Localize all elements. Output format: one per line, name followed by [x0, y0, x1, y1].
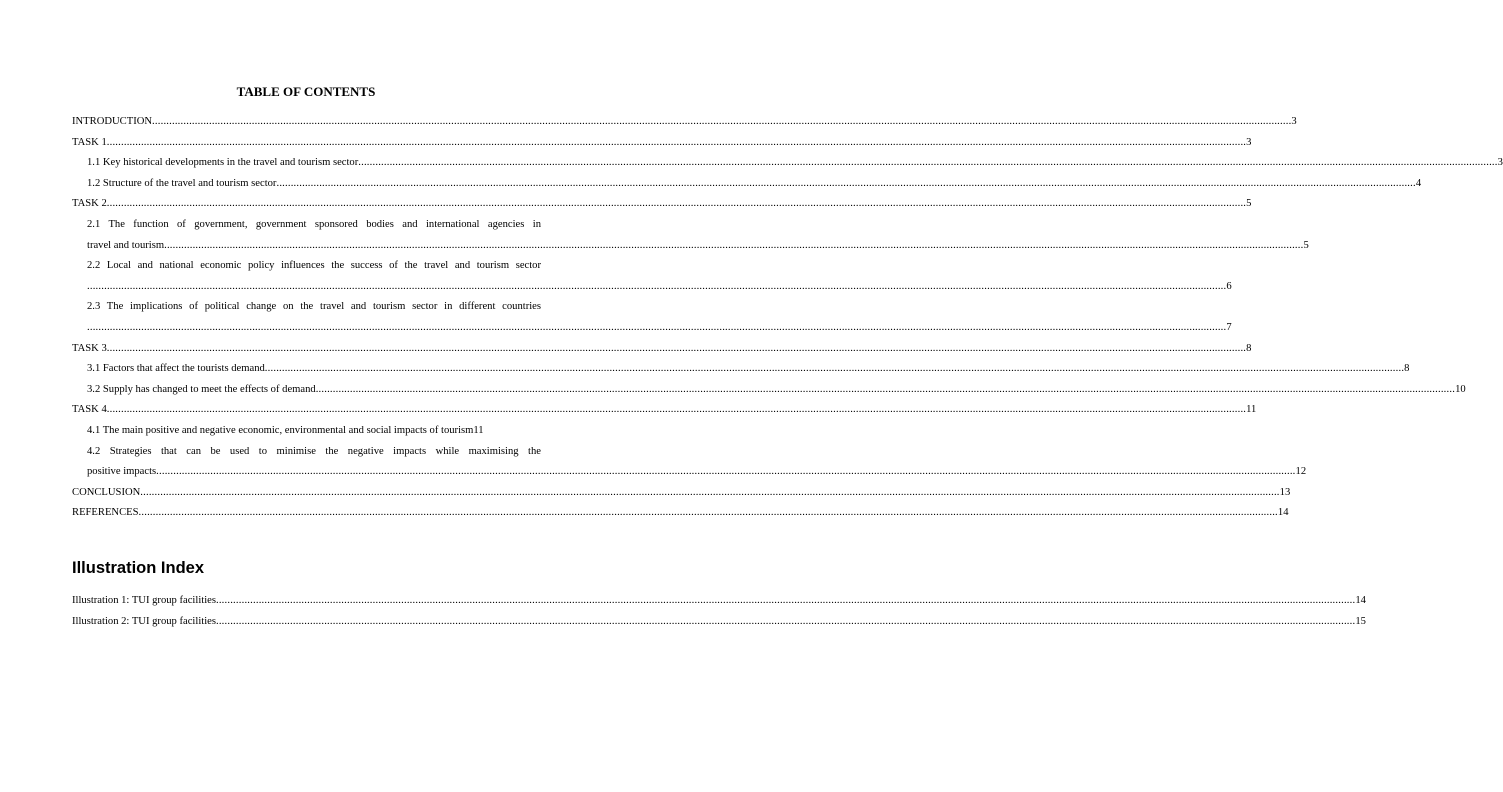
- toc-entry-task-3[interactable]: [72, 339, 1252, 360]
- toc-entry-text-line1: 2.2 Local and national economic policy influences the success of the travel and tourism sector: [87, 260, 541, 272]
- toc-entry-3-2[interactable]: [72, 380, 1466, 401]
- toc-entry-text: INTRODUCTION: [72, 116, 153, 127]
- dot-leader: ................................................................................................................................................................................................................................................................................................................................................................................................................: [152, 116, 1292, 127]
- toc-entry-page: 10: [1455, 383, 1466, 395]
- illustration-entry-text: Illustration 1: TUI group facilities: [72, 595, 216, 606]
- toc-entry-text: travel and tourism: [87, 239, 165, 251]
- dot-leader: ................................................................................................................................................................................................................................................................................................................................................................................................................: [156, 466, 1296, 478]
- toc-entry-references[interactable]: [72, 503, 1289, 524]
- toc-entry-4-1[interactable]: [72, 421, 541, 442]
- toc-entry-4-2[interactable]: [72, 442, 1307, 483]
- toc-entry-task-1[interactable]: [72, 133, 1252, 154]
- toc-entry-2-2[interactable]: [72, 256, 1232, 297]
- toc-entry-task-4[interactable]: [72, 400, 1257, 421]
- toc-entry-text: REFERENCES: [72, 507, 139, 519]
- dot-leader: ................................................................................................................................................................................................................................................................................................................................................................................................................: [315, 383, 1456, 395]
- toc-entry-2-1[interactable]: [72, 215, 1309, 256]
- toc-entry-page: 8: [1246, 342, 1252, 354]
- toc-entry-text: 4.1 The main positive and negative economic, environmental and social impacts of tourism: [87, 424, 474, 436]
- toc-entry-page: 14: [1277, 507, 1289, 519]
- dot-leader: ................................................................................................................................................................................................................................................................................................................................................................................................................: [215, 615, 1356, 627]
- toc-entry-text: 1.2 Structure of the travel and tourism sector: [87, 177, 277, 189]
- illustration-entry-2[interactable]: [72, 612, 1366, 633]
- toc-entry-3-1[interactable]: [72, 359, 1410, 380]
- dot-leader: ................................................................................................................................................................................................................................................................................................................................................................................................................: [106, 198, 1247, 210]
- dot-leader: ................................................................................................................................................................................................................................................................................................................................................................................................................: [358, 157, 1498, 169]
- toc-entry-text-line1: 2.3 The implications of political change on the travel and tourism sector in different countries: [87, 301, 541, 313]
- toc-entry-text-line1: 4.2 Strategies that can be used to minimise the negative impacts while maximising the: [87, 445, 541, 457]
- toc-title: TABLE OF CONTENTS: [236, 84, 376, 99]
- toc-entry-text: TASK 4: [72, 404, 107, 416]
- toc-entry-2-3[interactable]: [72, 297, 1232, 338]
- dot-leader: ................................................................................................................................................................................................................................................................................................................................................................................................................: [140, 486, 1280, 498]
- dot-leader: ................................................................................................................................................................................................................................................................................................................................................................................................................: [215, 595, 1356, 606]
- toc-entry-1-2[interactable]: [72, 174, 1422, 195]
- toc-entry-page: 4: [1415, 177, 1422, 189]
- toc-entry-text: TASK 1: [72, 136, 107, 148]
- table-of-contents: [72, 112, 1503, 524]
- toc-entry-text: TASK 3: [72, 342, 107, 354]
- toc-entry-page: 5: [1246, 198, 1252, 210]
- toc-entry-introduction[interactable]: [72, 112, 1297, 133]
- toc-entry-page: 12: [1295, 466, 1307, 478]
- toc-entry-page: 3: [1291, 116, 1297, 127]
- illustration-entry-text: Illustration 2: TUI group facilities: [72, 615, 216, 627]
- dot-leader: ................................................................................................................................................................................................................................................................................................................................................................................................................: [264, 363, 1405, 375]
- dot-leader: ................................................................................................................................................................................................................................................................................................................................................................................................................: [276, 177, 1416, 189]
- illustration-index-heading: Illustration Index: [72, 559, 205, 577]
- toc-entry-page: 3: [1246, 136, 1252, 148]
- toc-entry-page: 6: [1226, 280, 1232, 292]
- toc-entry-page: 11: [473, 424, 484, 436]
- dot-leader: ................................................................................................................................................................................................................................................................................................................................................................................................................: [87, 280, 1227, 292]
- illustration-entry-page: 14: [1355, 595, 1366, 606]
- toc-entry-page: 5: [1303, 239, 1309, 251]
- dot-leader: ................................................................................................................................................................................................................................................................................................................................................................................................................: [138, 507, 1278, 519]
- toc-entry-page: 13: [1279, 486, 1291, 498]
- toc-entry-task-2[interactable]: [72, 194, 1252, 215]
- dot-leader: ................................................................................................................................................................................................................................................................................................................................................................................................................: [164, 239, 1304, 251]
- illustration-entry-page: 15: [1355, 615, 1366, 627]
- toc-entry-text: positive impacts: [87, 466, 157, 478]
- illustration-entry-1[interactable]: [72, 591, 1366, 612]
- dot-leader: ................................................................................................................................................................................................................................................................................................................................................................................................................: [87, 321, 1227, 333]
- toc-entry-text-line1: 2.1 The function of government, government sponsored bodies and international agencies in: [87, 218, 541, 230]
- toc-entry-page: 3: [1497, 157, 1503, 169]
- illustration-index: [72, 591, 1366, 632]
- toc-entry-text: 3.1 Factors that affect the tourists demand: [87, 363, 265, 375]
- toc-entry-text: CONCLUSION: [72, 486, 141, 498]
- toc-entry-text: TASK 2: [72, 198, 107, 210]
- toc-entry-conclusion[interactable]: [72, 483, 1291, 504]
- dot-leader: ................................................................................................................................................................................................................................................................................................................................................................................................................: [106, 342, 1247, 354]
- dot-leader: ................................................................................................................................................................................................................................................................................................................................................................................................................: [106, 136, 1247, 148]
- toc-entry-page: 7: [1226, 321, 1232, 333]
- toc-entry-page: 11: [1246, 404, 1257, 416]
- toc-entry-page: 8: [1404, 363, 1410, 375]
- toc-entry-text: 3.2 Supply has changed to meet the effects of demand: [87, 383, 316, 395]
- dot-leader: ................................................................................................................................................................................................................................................................................................................................................................................................................: [106, 404, 1247, 416]
- toc-entry-1-1[interactable]: [72, 153, 1503, 174]
- toc-entry-text: 1.1 Key historical developments in the travel and tourism sector: [87, 157, 359, 169]
